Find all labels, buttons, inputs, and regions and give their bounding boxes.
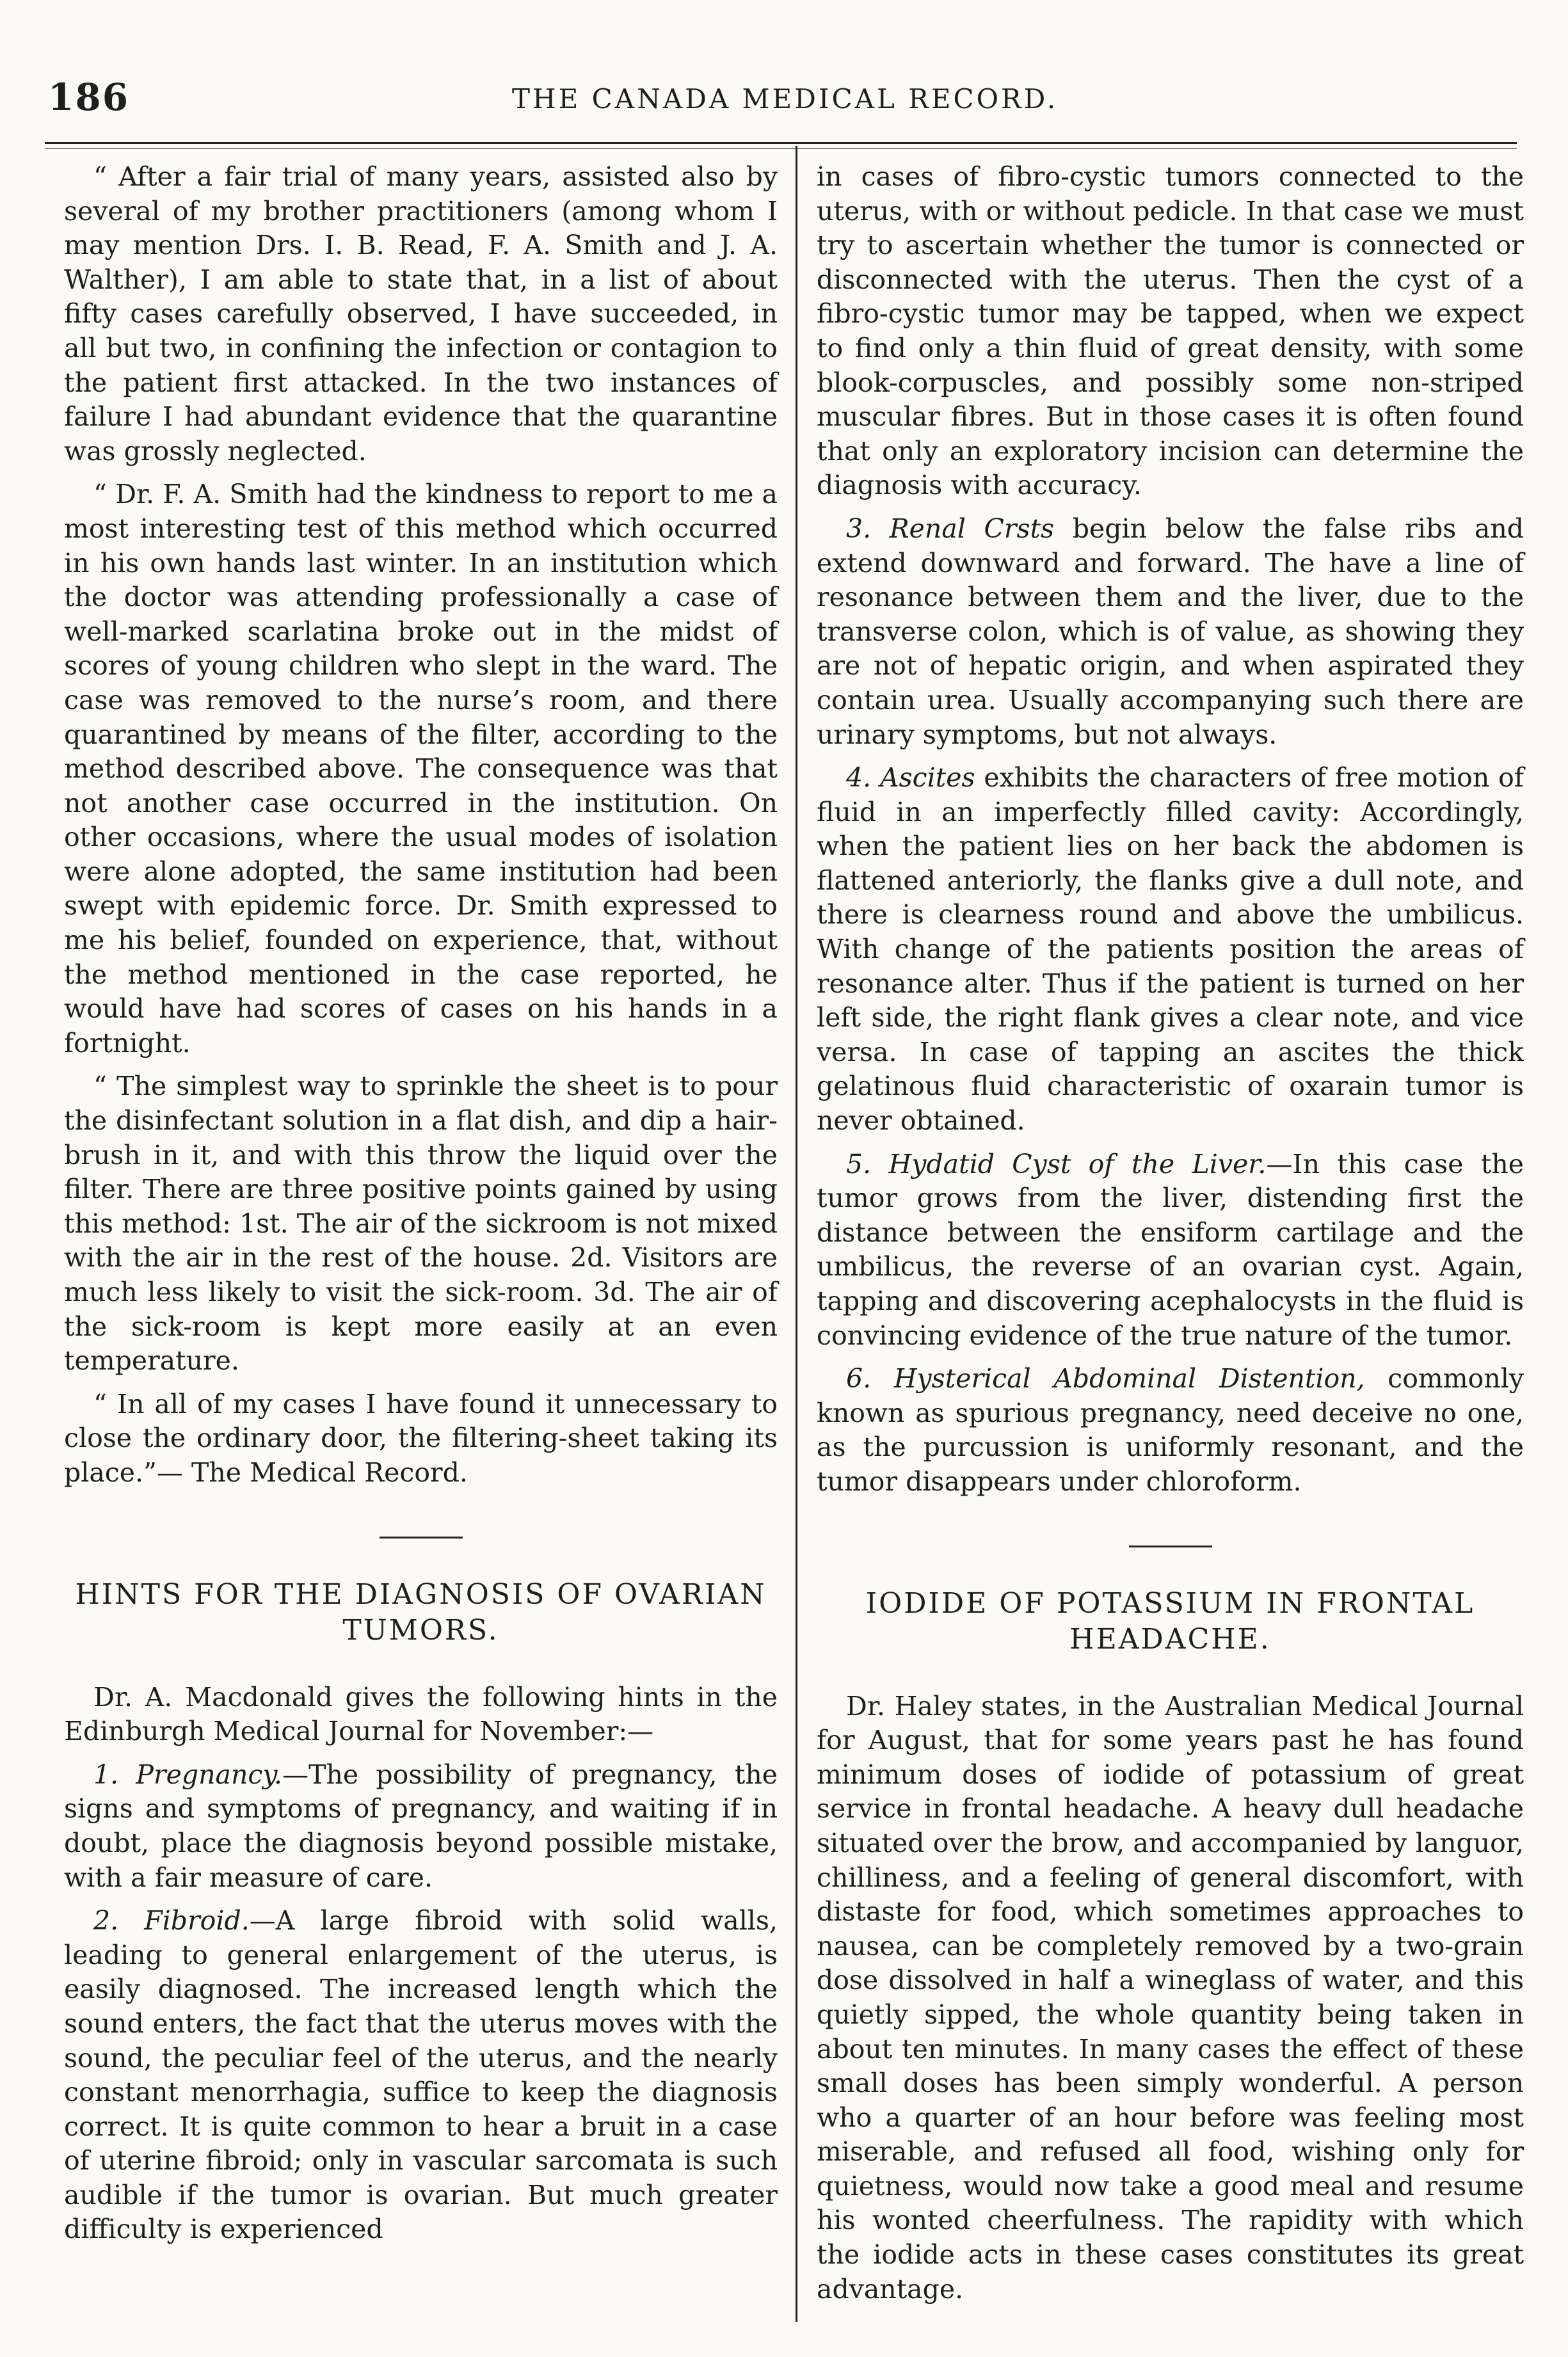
ovarian-intro: Dr. A. Macdonald gives the following hints in the Edinburgh Medical Journal for November:— <box>64 1681 778 1747</box>
hint-text: —In this case the tumor grows from the liver, distending first the distance between the ensiform cartilage and the umbilicus, the reverse of an ovarian cyst. Again, tapping and discovering acephalocysts in the fluid is convincing evidence of the true nature of the tumor. <box>817 1148 1524 1351</box>
hint-label: 3. Renal Crsts <box>846 513 1055 544</box>
fibroid-continued: in cases of fibro-cystic tumors connected to the uterus, with or without pedicle. In that case we must try to ascertain whether the tumor is connected or disconnected with the uterus. Then the cyst of a fibro-cystic tumor may be tapped, when we expect to find only a thin fluid of great density, with some blook-corpuscles, and possibly some non-striped muscular fibres. But in those cases it is often found that only an exploratory incision can determine the diagnosis with accuracy. <box>817 161 1524 501</box>
section-divider <box>1129 1546 1212 1547</box>
iodide-paragraph: Dr. Haley states, in the Australian Medical Journal for August, that for some years past he has found minimum doses of iodide of potassium of great service in frontal headache. A heavy dull headache situated over the brow, and accompanied by languor, chilliness, and a feeling of general discomfort, with distaste for food, which sometimes approaches to nausea, can be completely removed by a two-grain dose dissolved in half a wineglass of water, and this quietly sipped, the whole quantity being taken in about ten minutes. In many cases the effect of these small doses has been simply wonderful. A person who a quarter of an hour before was feeling most miserable, and refused all food, wishing only for quietness, would now take a good meal and resume his wonted cheerfulness. The rapidity with which the iodide acts in these cases constitutes its great advantage. <box>817 1690 1524 2305</box>
hint-text: begin below the false ribs and extend downward and forward. The have a line of resonance between them and the liver, due to the transverse colon, which is of value, as showing they are not of hepatic origin, and when aspirated they contain urea. Usually accompanying such there are urinary symptoms, but not always. <box>817 513 1524 750</box>
quarantine-paragraph: “ In all of my cases I have found it unnecessary to close the ordinary door, the filtering-sheet taking its place.”— The Medical Record. <box>64 1388 778 1488</box>
hint-renal-cysts <box>817 512 1524 752</box>
ovarian-tumors-heading: HINTS FOR THE DIAGNOSIS OF OVARIAN TUMORS. <box>75 1578 767 1647</box>
hint-label: 2. Fibroid. <box>93 1905 250 1937</box>
header-rule-thin <box>45 148 1517 149</box>
hint-label: 5. Hydatid Cyst of the Liver. <box>846 1148 1267 1179</box>
quarantine-paragraph: “ After a fair trial of many years, assisted also by several of my brother practitioners (among whom I may mention Drs. I. B. Read, F. A. Smith and J. A. Walther), I am able to state that, in a list of about fifty cases carefully observed, I have succeeded, in all but two, in confining the infection or contagion to the patient first attacked. In the two instances of failure I had abundant evidence that the quarantine was grossly neglected. <box>64 161 778 467</box>
hint-pregnancy <box>64 1758 778 1895</box>
page-number: 186 <box>48 76 130 119</box>
page-header <box>0 76 1568 133</box>
left-column <box>64 160 778 2256</box>
hint-hysterical-distention <box>817 1362 1524 1499</box>
hint-text: —A large fibroid with solid walls, leading to general enlargement of the uterus, is easily diagnosed. The increased length which the sound enters, the fact that the uterus moves with the sound, the peculiar feel of the uterus, and the nearly constant menorrhagia, suffice to keep the diagnosis correct. It is quite common to hear a bruit in a case of uterine fibroid; only in vascular sarcomata is such audible if the tumor is ovarian. But much greater difficulty is experienced <box>64 1905 778 2245</box>
hint-label: 4. Ascites <box>846 762 975 794</box>
hint-label: 6. Hysterical Abdominal Distention, <box>846 1363 1365 1394</box>
hint-label: 1. Pregnancy. <box>93 1759 283 1790</box>
section-divider <box>380 1537 463 1538</box>
header-rule-thick <box>45 142 1517 144</box>
hint-text: —The possibility of pregnancy, the signs and symptoms of pregnancy, and waiting if in doubt, place the diagnosis beyond possible mistake, with a fair measure of care. <box>64 1759 778 1893</box>
hint-text: commonly known as spurious pregnancy, need deceive no one, as the purcussion is uniformly resonant, and the tumor disappears under chloroform. <box>817 1363 1524 1497</box>
hint-hydatid-cyst <box>817 1147 1524 1354</box>
hint-ascites <box>817 761 1524 1139</box>
quarantine-paragraph: “ Dr. F. A. Smith had the kindness to report to me a most interesting test of this method which occurred in his own hands last winter. In an institution which the doctor was attending professionally a case of well-marked scarlatina broke out in the midst of scores of young children who slept in the ward. The case was removed to the nurse’s room, and there quarantined by means of the filter, according to the method described above. The consequence was that not another case occurred in the institution. On other occasions, where the usual modes of isolation were alone adopted, the same institution had been swept with epidemic force. Dr. Smith expressed to me his belief, founded on experience, that, without the method mentioned in the case reported, he would have had scores of cases on his hands in a fortnight. <box>64 479 778 1059</box>
hint-fibroid <box>64 1904 778 2247</box>
quarantine-paragraph: “ The simplest way to sprinkle the sheet is to pour the disinfectant solution in a flat dish, and dip a hair-brush in it, and with this throw the liquid over the filter. There are three positive points gained by using this method: 1st. The air of the sickroom is not mixed with the air in the rest of the house. 2d. Visitors are much less likely to visit the sick-room. 3d. The air of the sick-room is kept more easily at an even temperature. <box>64 1071 778 1377</box>
right-column <box>817 160 1524 2315</box>
column-divider <box>796 146 797 2322</box>
iodide-heading: IODIDE OF POTASSIUM IN FRONTAL HEADACHE. <box>865 1586 1475 1656</box>
hint-text: exhibits the characters of free motion of fluid in an imperfectly filled cavity: Accordingly, when the patient lies on her back the abdomen is flattened anteriorly, the flanks give a dull note, and there is clearness round and above the umbilicus. With change of the patients position the areas of resonance alter. Thus if the patient is turned on her left side, the right flank gives a clear note, and vice versa. In case of tapping an ascites the thick gelatinous fluid characteristic of oxarain tumor is never obtained. <box>817 762 1524 1137</box>
journal-title: THE CANADA MEDICAL RECORD. <box>512 83 1059 115</box>
